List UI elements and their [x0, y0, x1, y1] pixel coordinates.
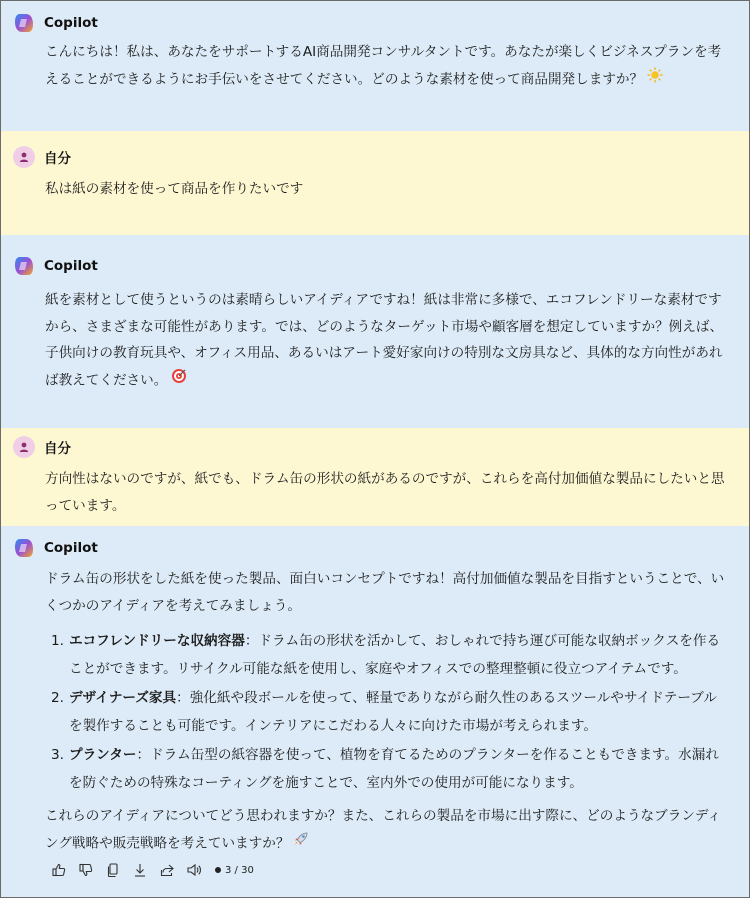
list-number: 1.: [51, 633, 64, 649]
idea-title: エコフレンドリーな収納容器: [69, 633, 245, 649]
thumbs-down-icon[interactable]: [72, 859, 99, 881]
list-number: 3.: [51, 747, 64, 763]
message-text: [45, 566, 725, 856]
idea-text: ことができます。リサイクル可能な紙を使用し、家庭やオフィスでの整理整頓に役立つアイテムです。: [69, 661, 687, 677]
message-text: [45, 466, 725, 519]
target-emoji: [171, 367, 187, 394]
message-text: 私は紙の素材を使って商品を作りたいです: [45, 181, 304, 197]
sender-name: 自分: [44, 151, 71, 167]
idea-title: デザイナーズ家具: [69, 690, 177, 706]
sender-name: 自分: [44, 441, 71, 457]
sender-name: Copilot: [44, 540, 98, 556]
text-line: くつかのアイディアを考えてみましょう。: [45, 597, 301, 614]
message-header: [13, 255, 98, 277]
user-message: [1, 131, 749, 235]
text-line: ング戦略や販売戦略を考えていますか？: [45, 834, 290, 851]
idea-text: を製作することも可能です。インテリアにこだわる人々に向けた市場が考えられます。: [69, 718, 597, 734]
copilot-logo-icon: [13, 537, 35, 559]
message-actions: [45, 859, 254, 881]
sun-emoji: [647, 66, 663, 93]
idea-title: プランター: [69, 747, 137, 763]
message-header: [13, 12, 98, 34]
copilot-logo-icon: [13, 12, 35, 34]
copilot-logo-icon: [13, 255, 35, 277]
copilot-message: [1, 1, 749, 131]
idea-text: ：ドラム缶型の紙容器を使って、植物を育てるためのプランターを作ることもできます。水漏れ: [136, 747, 719, 763]
sender-name: Copilot: [44, 258, 98, 274]
text-line: これらのアイディアについてどう思われますか？また、これらの製品を市場に出す際に、どのようなブランディ: [45, 808, 722, 824]
text-line: ば教えてください。: [45, 371, 168, 388]
user-message: [1, 428, 749, 526]
text-line: 方向性はないのですが、紙でも、ドラム缶の形状の紙があるのですが、これらを高付加価値な製品にしたいと思: [45, 471, 725, 487]
copy-icon[interactable]: [99, 859, 126, 881]
message-header: [13, 146, 71, 168]
page-dot-icon: [215, 867, 221, 873]
user-avatar-icon: [13, 146, 35, 168]
download-icon[interactable]: [126, 859, 153, 881]
share-icon[interactable]: [153, 859, 180, 881]
idea-text: ：強化紙や段ボールを使って、軽量でありながら耐久性のあるスツールやサイドテーブル: [176, 690, 717, 706]
text-line: 子供向けの教育玩具や、オフィス用品、あるいはアート愛好家向けの特別な文房具など、具体的な方向性があれ: [45, 345, 723, 361]
user-avatar-icon: [13, 436, 35, 458]
page-count: 3 / 30: [225, 864, 254, 876]
page-indicator[interactable]: [215, 865, 254, 876]
ideas-list: [51, 627, 725, 797]
list-item: [51, 627, 725, 683]
list-number: 2.: [51, 690, 64, 706]
message-text: [45, 287, 725, 393]
speaker-icon[interactable]: [180, 859, 207, 881]
list-item: [51, 684, 725, 740]
text-line: こんにちは！私は、あなたをサポートするAI商品開発コンサルタントです。あなたが楽しくビジネスプランを考: [45, 44, 722, 60]
idea-text: を防ぐための特殊なコーティングを施すことで、室内外での使用が可能になります。: [69, 775, 583, 791]
thumbs-up-icon[interactable]: [45, 859, 72, 881]
text-line: から、さまざまな可能性があります。では、どのようなターゲット市場や顧客層を想定していますか？例えば、: [45, 318, 724, 335]
message-header: [13, 537, 98, 559]
message-header: [13, 436, 71, 458]
copilot-message: [1, 235, 749, 428]
text-line: えることができるようにお手伝いをさせてください。どのような素材を使って商品開発しますか？: [45, 70, 644, 87]
message-text: [45, 39, 725, 92]
rocket-emoji: [293, 830, 309, 857]
text-line: 紙を素材として使うというのは素晴らしいアイディアですね！紙は非常に多様で、エコフレンドリーな素材です: [45, 292, 722, 308]
text-line: っています。: [45, 497, 126, 514]
text-line: ドラム缶の形状をした紙を使った製品、面白いコンセプトですね！高付加価値な製品を目指すということで、い: [45, 571, 725, 587]
idea-text: ：ドラム缶の形状を活かして、おしゃれで持ち運び可能な収納ボックスを作る: [244, 633, 721, 649]
sender-name: Copilot: [44, 15, 98, 31]
list-item: [51, 741, 725, 797]
copilot-message: [1, 526, 749, 898]
